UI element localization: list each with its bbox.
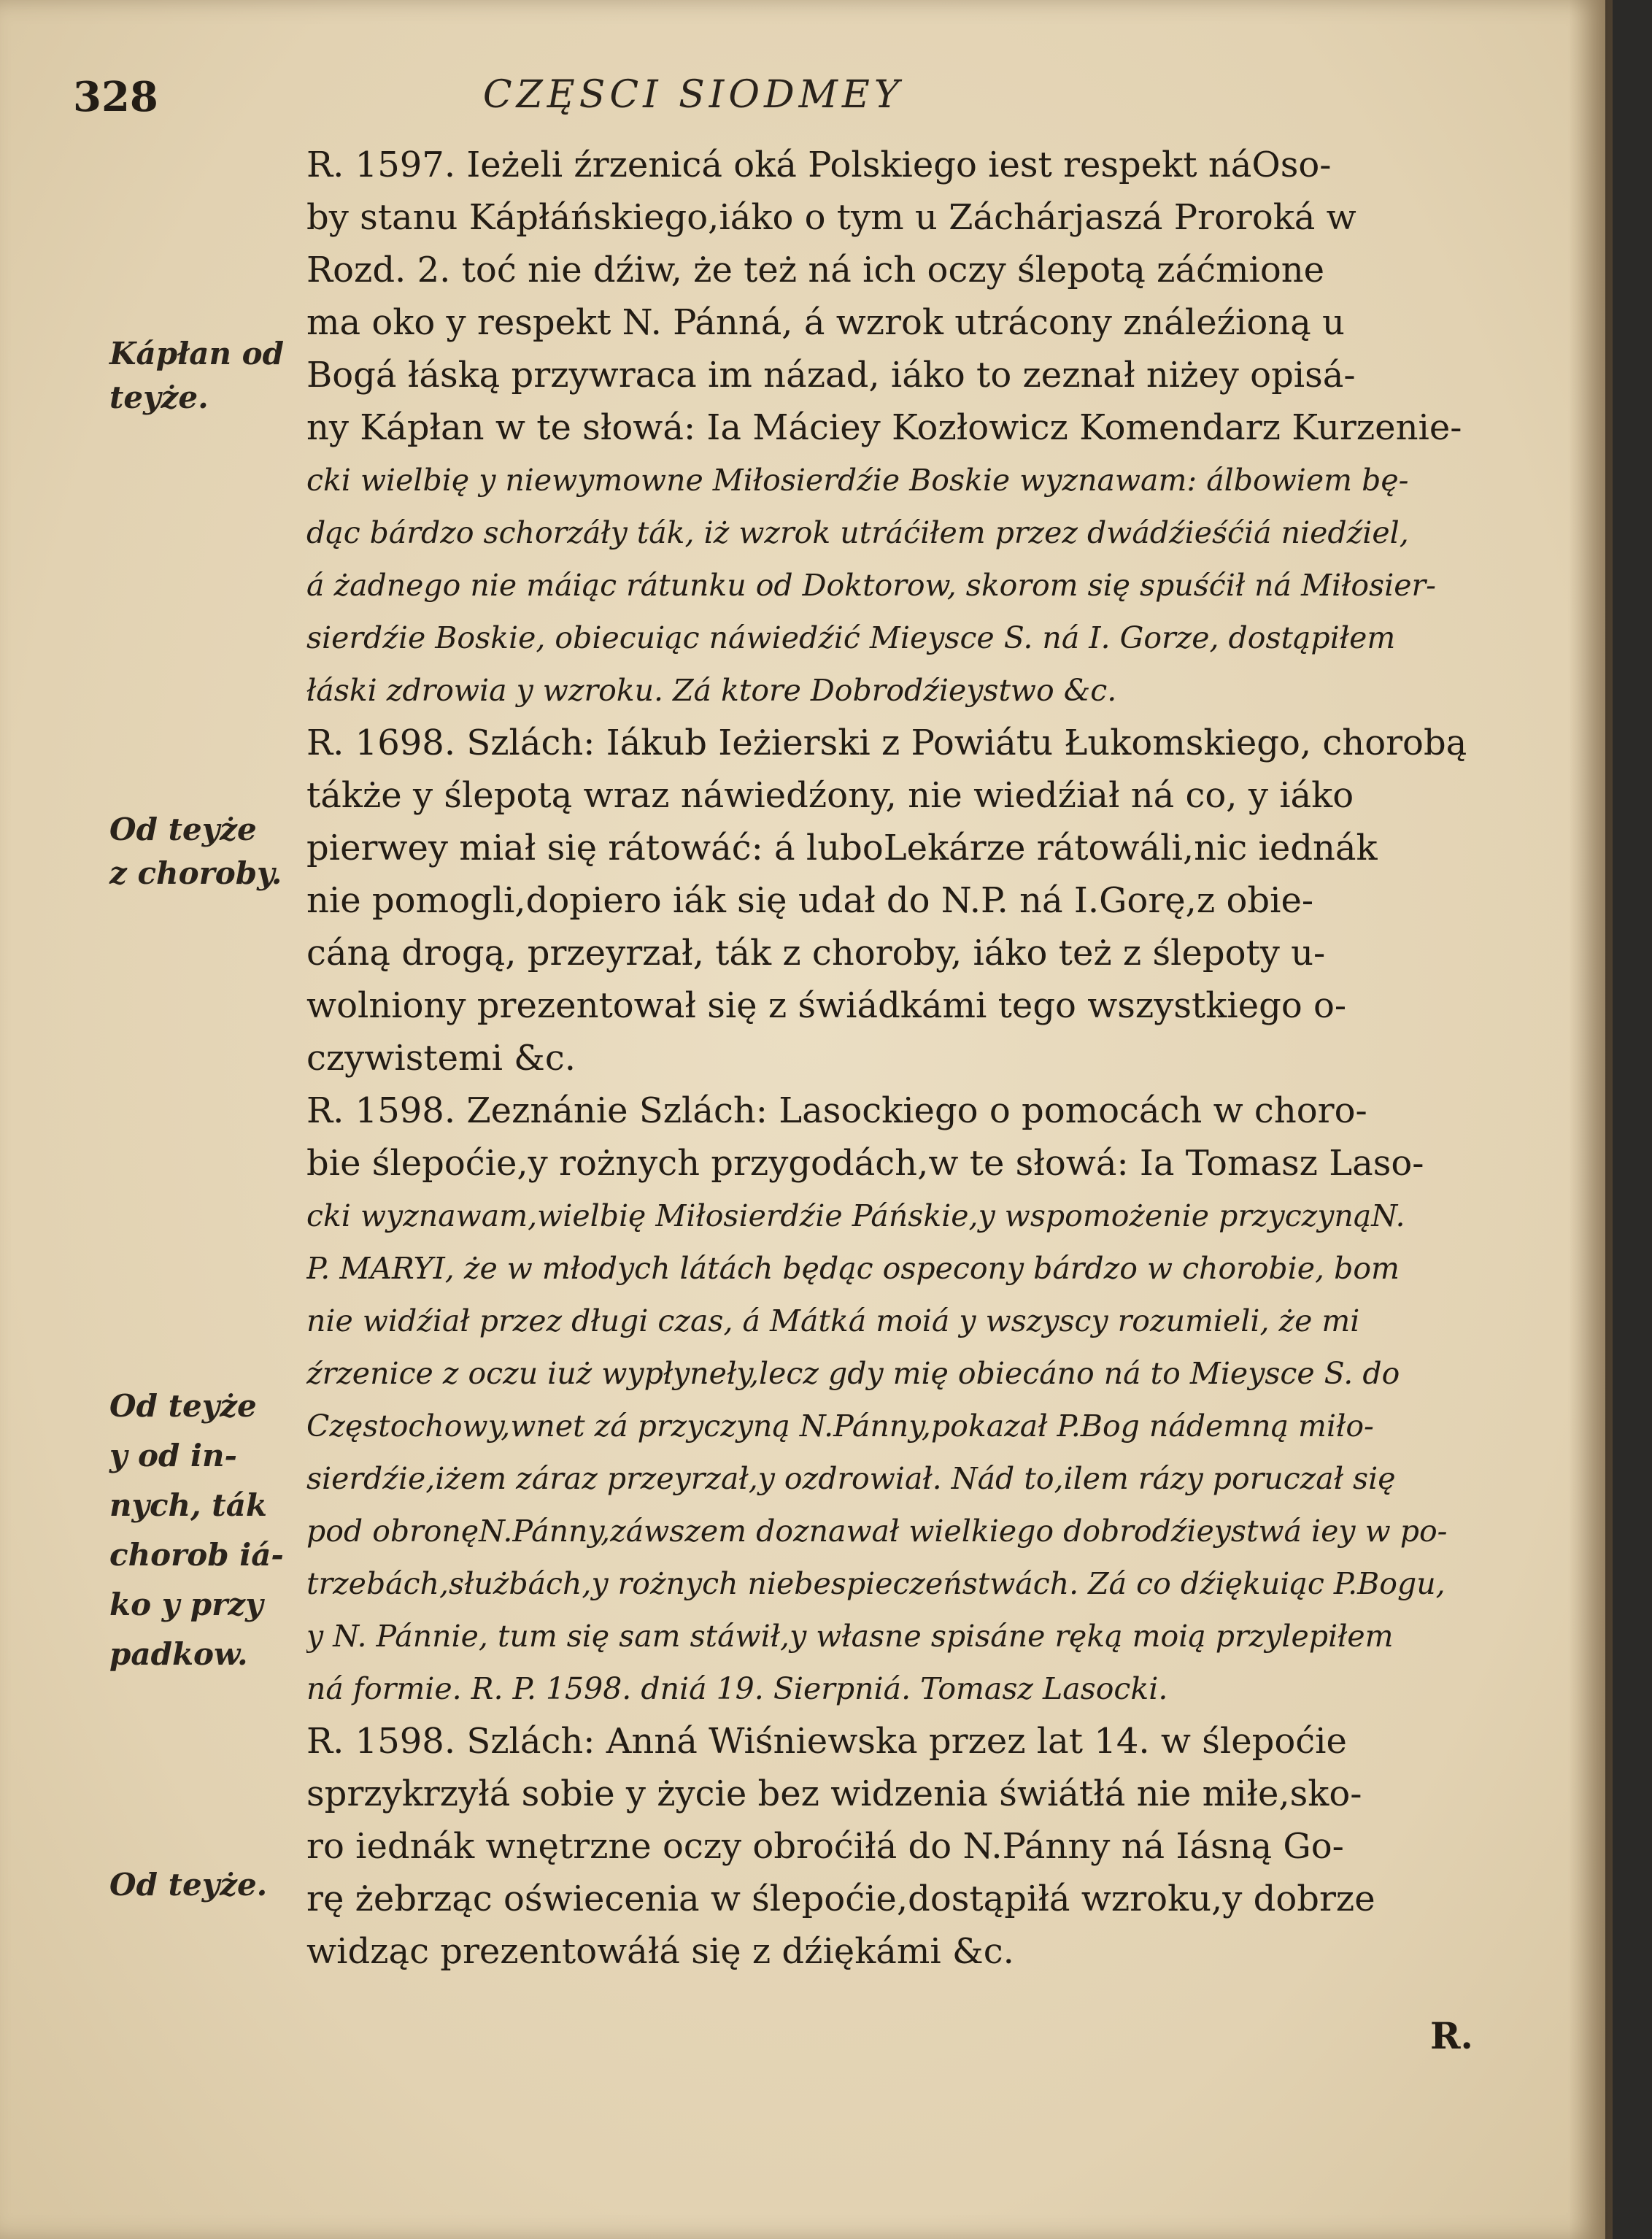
margin-note-line: ko y przy [109, 1587, 263, 1622]
text-line: ma oko y respekt N. Pánná, á wzrok utrácony ználeźioną u [306, 302, 1345, 343]
page-number: 328 [73, 73, 158, 121]
margin-note-line: Od teyże [109, 812, 257, 847]
margin-note [109, 1863, 306, 1907]
text-line: bie ślepoćie,y rożnych przygodách,w te słowá: Ia Tomasz Laso- [306, 1143, 1424, 1184]
text-line: Bogá łáską przywraca im názad, iáko to zeznał niżey opisá- [306, 355, 1356, 396]
text-line: tákże y ślepotą wraz náwiedźony, nie wiedźiał ná co, y iáko [306, 775, 1354, 816]
text-line: á żadnego nie máiąc rátunku od Doktorow, skorom się spuśćił ná Miłosier- [306, 568, 1436, 603]
margin-notes [109, 0, 306, 2239]
text-line: sprzykrzyłá sobie y życie bez widzenia świátłá nie miłe,sko- [306, 1773, 1362, 1814]
margin-note-line: teyże. [109, 379, 209, 415]
text-line: ro iednák wnętrzne oczy obroćiłá do N.Pánny ná Iásną Go- [306, 1826, 1344, 1867]
text-line: R. 1598. Zeznánie Szlách: Lasockiego o pomocách w choro- [306, 1090, 1367, 1131]
margin-note-line: nych, ták [109, 1487, 268, 1523]
text-line: Rozd. 2. toć nie dźiw, że też ná ich oczy ślepotą záćmione [306, 250, 1325, 290]
margin-note-line: z choroby. [109, 855, 282, 891]
running-head: CZĘSCI SIODMEY [482, 73, 904, 117]
text-line: pierwey miał się rátowáć: á luboLekárze rátowáli,nic iednák [306, 828, 1378, 868]
text-line: R. 1698. Szlách: Iákub Ieżierski z Powiátu Łukomskiego, chorobą [306, 722, 1467, 763]
text-line: nie widźiał przez długi czas, á Mátká moiá y wszyscy rozumieli, że mi [306, 1303, 1360, 1338]
text-line: ny Kápłan w te słowá: Ia Máciey Kozłowicz Komendarz Kurzenie- [306, 407, 1462, 448]
text-line: widząc prezentowáłá się z dźiękámi &c. [306, 1931, 1014, 1972]
text-line: Częstochowy,wnet zá przyczyną N.Pánny,pokazał P.Bog nádemną miło- [306, 1408, 1374, 1444]
text-line: dąc bárdzo schorzáły ták, iż wzrok utráćiłem przez dwádźieśćiá niedźiel, [306, 515, 1409, 550]
text-line: ná formie. R. P. 1598. dniá 19. Sierpniá. Tomasz Lasocki. [306, 1671, 1168, 1706]
text-line: wolniony prezentował się z świádkámi tego wszystkiego o- [306, 985, 1347, 1026]
margin-note-line: padkow. [109, 1636, 248, 1672]
text-line: źrzenice z oczu iuż wypłyneły,lecz gdy mię obiecáno ná to Mieysce S. do [306, 1356, 1400, 1391]
margin-note-line: y od in- [109, 1438, 237, 1473]
text-line: sierdźie Boskie, obiecuiąc náwiedźić Mieysce S. ná I. Gorze, dostąpiłem [306, 620, 1396, 655]
text-line: łáski zdrowia y wzroku. Zá ktore Dobrodźieystwo &c. [306, 673, 1117, 708]
text-line: czywistemi &c. [306, 1038, 576, 1079]
text-line: by stanu Kápłáńskiego,iáko o tym u Záchárjaszá Proroká w [306, 197, 1356, 238]
margin-note [109, 332, 306, 420]
margin-note [109, 808, 306, 895]
margin-note-line: chorob iá- [109, 1537, 284, 1573]
text-line: cki wyznawam,wielbię Miłosierdźie Páńskie,y wspomożenie przyczynąN. [306, 1198, 1405, 1233]
text-line: sierdźie,iżem záraz przeyrzał,y ozdrowiał. Nád to,ilem rázy poruczał się [306, 1461, 1396, 1496]
text-line: cáną drogą, przeyrzał, ták z choroby, iáko też z ślepoty u- [306, 933, 1326, 974]
margin-note-line: Kápłan od [109, 336, 284, 371]
page-edge-shadow [1569, 0, 1613, 2239]
text-line: P. MARYI, że w młodych látách będąc ospecony bárdzo w chorobie, bom [306, 1251, 1400, 1286]
text-line: R. 1598. Szlách: Anná Wiśniewska przez lat 14. w ślepoćie [306, 1721, 1347, 1762]
body-text [306, 139, 1540, 1978]
text-line: y N. Pánnie, tum się sam stáwił,y własne spisáne ręką moią przylepiłem [306, 1619, 1394, 1654]
text-line: pod obronęN.Pánny,záwszem doznawał wielkiego dobrodźieystwá iey w po- [306, 1514, 1448, 1549]
margin-note-line: Od teyże [109, 1388, 257, 1424]
text-line: R. 1597. Ieżeli źrzenicá oká Polskiego iest respekt náOso- [306, 144, 1332, 185]
text-line: trzebách,służbách,y rożnych niebespieczeństwách. Zá co dźiękuiąc P.Bogu, [306, 1566, 1446, 1601]
text-line: rę żebrząc oświecenia w ślepoćie,dostąpiłá wzroku,y dobrze [306, 1878, 1375, 1919]
margin-note [109, 1381, 306, 1679]
text-line: cki wielbię y niewymowne Miłosierdźie Boskie wyznawam: álbowiem bę- [306, 463, 1409, 498]
catchword: R. [1430, 2014, 1473, 2057]
text-line: nie pomogli,dopiero iák się udał do N.P. ná I.Gorę,z obie- [306, 880, 1314, 921]
margin-note-line: Od teyże. [109, 1867, 268, 1903]
